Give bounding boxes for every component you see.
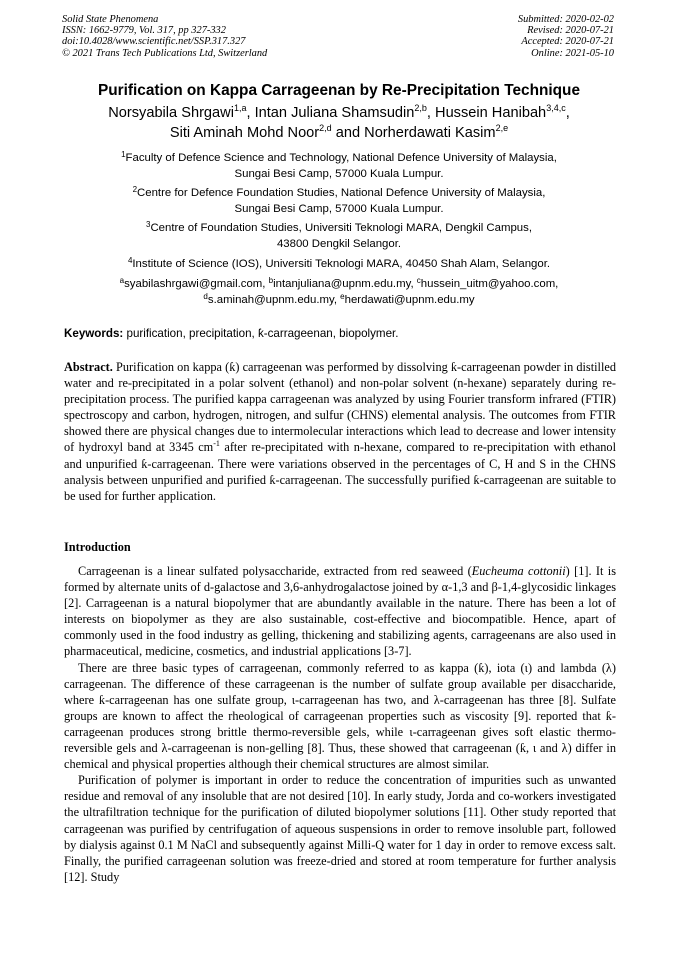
author-superscript: 2,d [319,123,332,133]
affiliation-line [40,185,638,201]
journal-issn: ISSN: 1662-9779, Vol. 317, pp 327-332 [62,25,226,37]
journal-doi: doi:10.4028/www.scientific.net/SSP.317.327 [62,36,246,48]
section-heading-introduction: Introduction [64,540,131,554]
author-superscript: 3,4,c [546,103,566,113]
date-accepted: Accepted: 2020-07-21 [521,36,614,48]
affiliation-line [40,256,638,272]
author-line-2 [40,123,638,143]
author-separator: , [246,105,255,121]
date-revised: Revised: 2020-07-21 [527,25,614,37]
email-address: intanjuliana@upnm.edu.my, [273,278,417,290]
abstract-superscript: -1 [213,439,220,449]
keywords-text: purification, precipitation, ƙ-carrageenan, biopolymer. [123,327,399,340]
paragraph-text: Carrageenan is a linear sulfated polysaccharide, extracted from red seaweed ( [78,564,472,578]
affiliation-text: Centre for Defence Foundation Studies, National Defence University of Malaysia, [137,187,546,199]
email-address: s.aminah@upnm.edu.my, [207,294,341,306]
author-name: Norherdawati Kasim [364,125,496,141]
email-superscript: c [416,276,421,285]
email-address: herdawati@upnm.edu.my [344,294,475,306]
author-superscript: 1,a [233,103,247,113]
affiliation-text: Faculty of Defence Science and Technology, National Defence University of Malaysia, [125,152,557,164]
affiliation-1 [40,150,638,182]
keywords-label: Keywords: [64,327,124,340]
journal-header-left [62,14,267,59]
paragraph-text: ) [1]. It is formed by alternate units of d-galactose and 3,6-anhydrogalactose joined by α-1,3 and β-1,4-glycosidic linkages [2]. Carrageenan is a natural biopolymer that are abundantly available in the nature. There has been a lot of interests on biopolymer as they are also sustainable, cost-effective and biocompatible. Hence, apart of commonly used in the food industry as gelling, thickening and stabilizing agents, carrageenans are also used in pharmaceutical, medicine, cosmetics, and industrial applications [3-7]. [64,564,616,659]
affiliation-superscript: 2 [132,185,138,194]
author-separator: , [565,105,570,121]
email-address: syabilashrgawi@gmail.com, [124,278,269,290]
affiliation-superscript: 3 [145,220,151,229]
affiliation-superscript: 1 [121,150,126,159]
author-list [40,103,638,143]
journal-header-right [518,14,614,59]
date-submitted: Submitted: 2020-02-02 [517,14,614,25]
affiliation-3 [40,220,638,252]
author-name: Siti Aminah Mohd Noor [169,125,320,141]
paper-title: Purification on Kappa Carrageenan by Re-Precipitation Technique [97,82,581,99]
affiliation-4 [40,256,638,272]
author-separator: , [426,105,436,121]
paragraph: There are three basic types of carrageenan, commonly referred to as kappa (ƙ), iota (ɩ) and lambda (λ) carrageenan. The difference of these carrageenan is the number of sulfate group available per disaccharide, where ƙ-carrageenan has one sulfate group, ɩ-carrageenan has two, and λ-carrageenan has three [8]. Sulfate groups are known to affect the rheological of carrageenan properties such as viscosity [9]. reported that ƙ-carrageenan produces strong brittle thermo-reversible gels, while ɩ-carrageenan gives soft elastic thermo-reversible gels and λ-carrageenan is non-gelling [8]. Thus, these showed that carrageenan (ƙ, ɩ and λ) differ in chemical and physical properties although their chemical structures are almost similar. [64,660,616,772]
keywords [64,327,616,340]
date-online: Online: 2021-05-10 [531,47,614,59]
abstract-label: Abstract. [64,360,113,374]
affiliation-line: 43800 Dengkil Selangor. [276,238,402,250]
affiliation-superscript: 4 [127,256,133,265]
email-address: hussein_uitm@yahoo.com, [420,278,559,290]
email-line-1 [40,276,638,292]
affiliation-line [40,150,638,166]
affiliation-line: Sungai Besi Camp, 57000 Kuala Lumpur. [234,168,444,180]
author-name: Norsyabila Shrgawi [108,105,234,121]
email-line-2 [40,292,638,308]
species-name: Eucheuma cottonii [471,564,566,578]
affiliation-text: Institute of Science (IOS), Universiti Teknologi MARA, 40450 Shah Alam, Selangor. [132,258,551,270]
journal-name: Solid State Phenomena [62,14,159,25]
author-name: Intan Juliana Shamsudin [254,105,415,121]
affiliation-line: Sungai Besi Camp, 57000 Kuala Lumpur. [234,203,444,215]
author-separator: and [331,125,365,141]
paragraph: Purification of polymer is important in order to reduce the concentration of impurities such as unwanted residue and removal of any insoluble that are not desired [10]. In early study, Jorda and co-workers investigated the ultrafiltration technique for the purification of diluted biopolymer solutions [11]. Other study reported that carrageenan was purified by centrifugation of aqueous suspensions in order to remove insoluble part, followed by dialysis against 0.1 M NaCl and subsequently against Milli-Q water for 1 day in order to remove excess salt. Finally, the purified carrageenan solution was freeze-dried and stored at room temperature for further analysis [12]. Study [64,773,616,884]
email-superscript: a [119,276,125,285]
journal-copyright: © 2021 Trans Tech Publications Ltd, Switzerland [62,47,268,59]
introduction-body [64,563,616,885]
author-line-1 [40,103,638,123]
affiliation-2 [40,185,638,217]
paragraph [64,563,616,660]
author-emails [40,276,638,308]
email-superscript: d [203,292,208,301]
abstract-text: after re-precipitated with n-hexane, compared to re-precipitation with ethanol and unpurified ƙ-carrageenan. There were variations observed in the percentages of C, H and S in the CHNS analysis between unpurified and purified ƙ-carrageenan. The successfully purified ƙ-carrageenan are suitable to be used for further application. [64,440,616,503]
email-superscript: b [268,276,274,285]
author-superscript: 2,e [495,123,509,133]
author-superscript: 2,b [414,103,427,113]
affiliation-text: Centre of Foundation Studies, Universiti Teknologi MARA, Dengkil Campus, [150,222,532,234]
affiliation-line [40,220,638,236]
abstract [64,359,616,504]
abstract-text: Purification on kappa (ƙ) carrageenan was performed by dissolving ƙ-carrageenan powder in distilled water and re-precipitated in a polar solvent (ethanol) and non-polar solvent (n-hexane) separately during re-precipitation process. The purified kappa carrageenan was analyzed by using Fourier transform infrared (FTIR) spectroscopy and carbon, hydrogen, nitrogen, and sulfur (CHNS) elemental analysis. The outcomes from FTIR showed there are physical changes due to intermolecular interactions which lead to decrease and lower intensity of hydroxyl band at 3345 cm [64,360,616,455]
author-name: Hussein Hanibah [435,105,547,121]
email-superscript: e [340,292,345,301]
